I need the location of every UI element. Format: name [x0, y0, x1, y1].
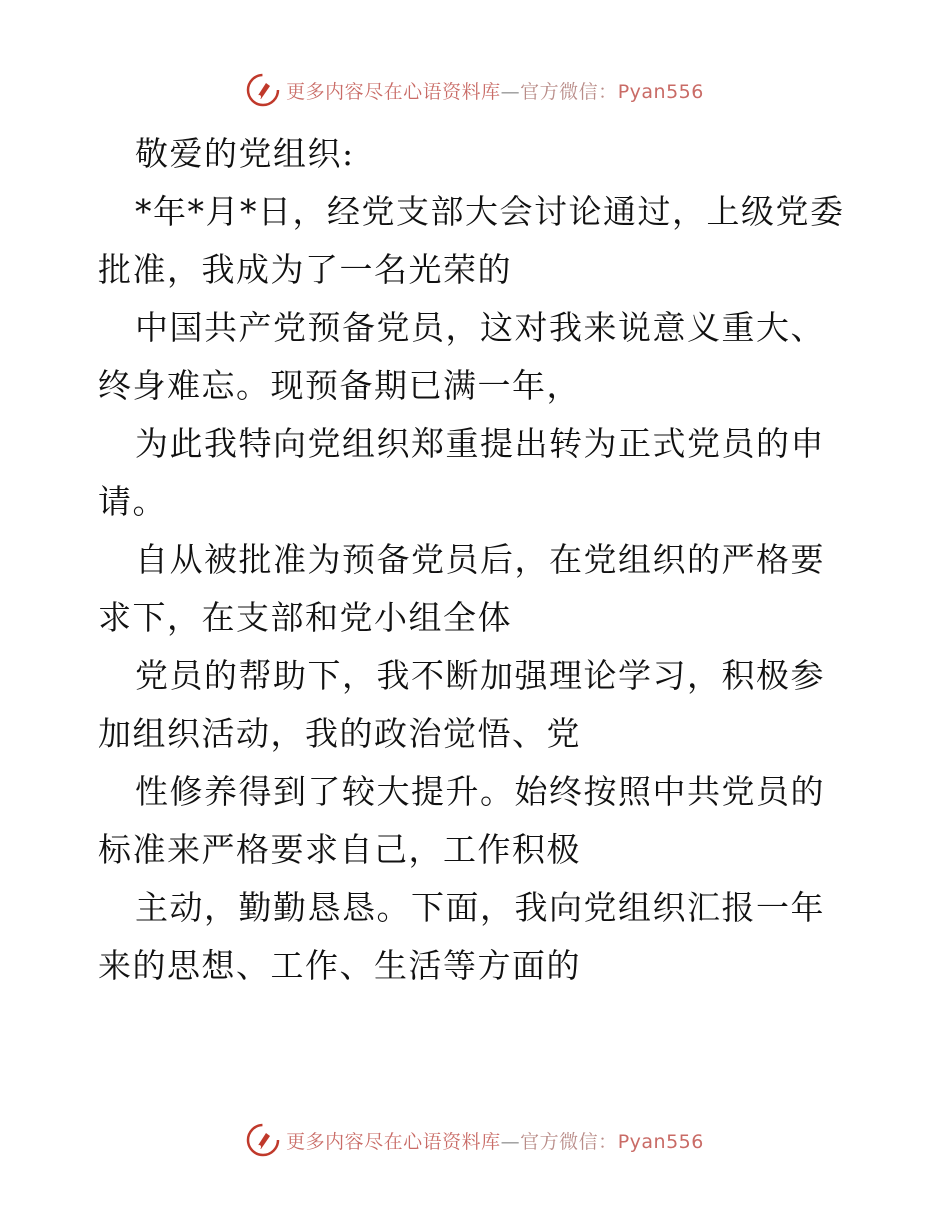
footer-wechat-label: 官方微信： — [520, 1130, 618, 1153]
footer-banner-text — [286, 1127, 704, 1154]
header-banner-text — [286, 77, 704, 104]
pen-nib-logo-icon — [246, 73, 280, 107]
footer-wechat-id: Pyan556 — [617, 1130, 704, 1153]
paragraph: 中国共产党预备党员，这对我来说意义重大、终身难忘。现预备期已满一年， — [98, 308, 825, 405]
paragraph: 自从被批准为预备党员后，在党组织的严格要求下，在支部和党小组全体 — [98, 540, 825, 637]
paragraph-salutation: 敬爱的党组织: — [135, 134, 355, 173]
header-site-name: 更多内容尽在心语资料库 — [286, 80, 501, 103]
header-dash: — — [500, 80, 521, 103]
document-body — [98, 125, 858, 995]
pen-nib-logo-icon — [246, 1123, 280, 1157]
paragraph: 为此我特向党组织郑重提出转为正式党员的申请。 — [98, 424, 825, 521]
paragraph: 性修养得到了较大提升。始终按照中共党员的标准来严格要求自己，工作积极 — [98, 772, 825, 869]
footer-dash: — — [500, 1130, 521, 1153]
footer-site-name: 更多内容尽在心语资料库 — [286, 1130, 501, 1153]
paragraph: *年*月*日，经党支部大会讨论通过，上级党委批准，我成为了一名光荣的 — [98, 192, 845, 289]
paragraph: 党员的帮助下，我不断加强理论学习，积极参加组织活动，我的政治觉悟、党 — [98, 656, 825, 753]
page-footer-banner — [0, 1120, 950, 1160]
paragraph: 主动，勤勤恳恳。下面，我向党组织汇报一年来的思想、工作、生活等方面的 — [98, 888, 825, 985]
page-header-banner — [0, 70, 950, 110]
header-wechat-id: Pyan556 — [617, 80, 704, 103]
header-wechat-label: 官方微信： — [520, 80, 618, 103]
